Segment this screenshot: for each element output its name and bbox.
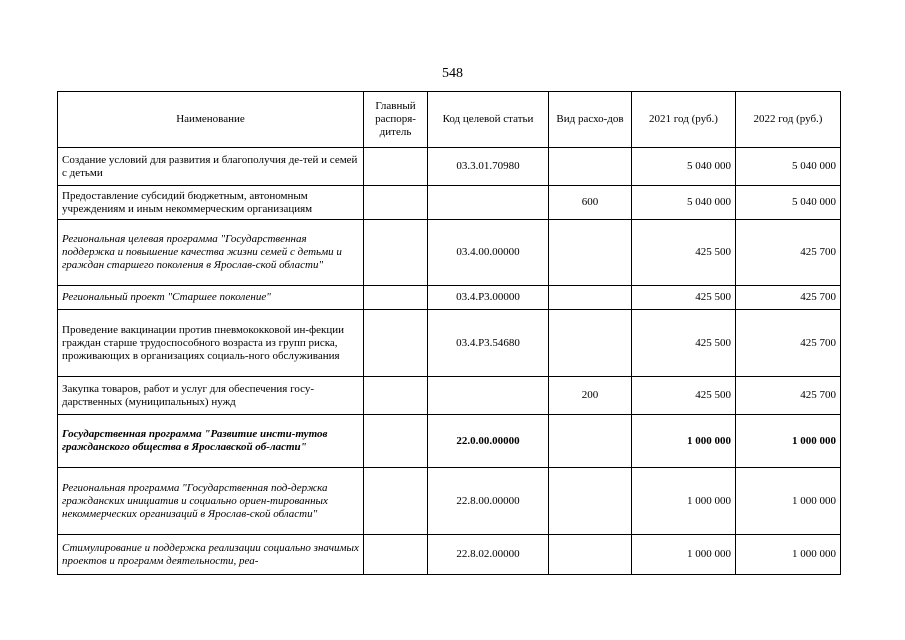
cell-disp bbox=[364, 286, 428, 310]
cell-code: 03.3.01.70980 bbox=[428, 148, 549, 186]
header-name: Наименование bbox=[58, 92, 364, 148]
cell-y2022: 1 000 000 bbox=[736, 535, 841, 575]
cell-name: Региональная программа "Государственная под-держка гражданских инициатив и социально ориен-тированных некоммерческих организаций в Ярослав-ской области" bbox=[58, 468, 364, 535]
cell-vid: 200 bbox=[549, 377, 632, 415]
cell-vid bbox=[549, 415, 632, 468]
cell-code bbox=[428, 186, 549, 220]
cell-code: 22.8.02.00000 bbox=[428, 535, 549, 575]
cell-name: Региональная целевая программа "Государственная поддержка и повышение качества жизни семей с детьми и граждан старшего поколения в Ярослав-ской области" bbox=[58, 220, 364, 286]
cell-disp bbox=[364, 468, 428, 535]
cell-y2021: 425 500 bbox=[632, 310, 736, 377]
cell-vid bbox=[549, 286, 632, 310]
cell-y2021: 1 000 000 bbox=[632, 535, 736, 575]
cell-name: Предоставление субсидий бюджетным, автономным учреждениям и иным некоммерческим организациям bbox=[58, 186, 364, 220]
cell-name: Государственная программа "Развитие инсти-тутов гражданского общества в Ярославской об-ласти" bbox=[58, 415, 364, 468]
cell-disp bbox=[364, 186, 428, 220]
cell-y2021: 1 000 000 bbox=[632, 468, 736, 535]
cell-code: 22.8.00.00000 bbox=[428, 468, 549, 535]
cell-y2022: 5 040 000 bbox=[736, 186, 841, 220]
table-body bbox=[58, 148, 841, 575]
table-row bbox=[58, 377, 841, 415]
cell-name: Проведение вакцинации против пневмококковой ин-фекции граждан старше трудоспособного возраста из групп риска, проживающих в организациях социаль-ного обслуживания bbox=[58, 310, 364, 377]
cell-name: Региональный проект "Старшее поколение" bbox=[58, 286, 364, 310]
cell-vid bbox=[549, 310, 632, 377]
header-vid: Вид расхо-дов bbox=[549, 92, 632, 148]
table-row bbox=[58, 220, 841, 286]
cell-disp bbox=[364, 415, 428, 468]
table-row bbox=[58, 286, 841, 310]
cell-y2022: 5 040 000 bbox=[736, 148, 841, 186]
table-row bbox=[58, 186, 841, 220]
table-row bbox=[58, 310, 841, 377]
table-row bbox=[58, 535, 841, 575]
cell-disp bbox=[364, 220, 428, 286]
cell-vid bbox=[549, 535, 632, 575]
table-row bbox=[58, 468, 841, 535]
cell-code: 03.4.P3.00000 bbox=[428, 286, 549, 310]
cell-y2021: 425 500 bbox=[632, 286, 736, 310]
cell-disp bbox=[364, 148, 428, 186]
cell-disp bbox=[364, 377, 428, 415]
cell-code: 03.4.00.00000 bbox=[428, 220, 549, 286]
page-number: 548 bbox=[442, 66, 463, 81]
cell-code bbox=[428, 377, 549, 415]
cell-y2021: 1 000 000 bbox=[632, 415, 736, 468]
cell-disp bbox=[364, 535, 428, 575]
table-row bbox=[58, 148, 841, 186]
cell-code: 22.0.00.00000 bbox=[428, 415, 549, 468]
cell-vid bbox=[549, 220, 632, 286]
cell-y2022: 425 700 bbox=[736, 220, 841, 286]
cell-vid: 600 bbox=[549, 186, 632, 220]
header-code: Код целевой статьи bbox=[428, 92, 549, 148]
cell-y2021: 5 040 000 bbox=[632, 186, 736, 220]
cell-y2021: 425 500 bbox=[632, 377, 736, 415]
cell-y2022: 1 000 000 bbox=[736, 468, 841, 535]
header-2022: 2022 год (руб.) bbox=[736, 92, 841, 148]
cell-y2021: 425 500 bbox=[632, 220, 736, 286]
cell-y2022: 425 700 bbox=[736, 310, 841, 377]
cell-vid bbox=[549, 468, 632, 535]
cell-name: Создание условий для развития и благополучия де-тей и семей с детьми bbox=[58, 148, 364, 186]
cell-code: 03.4.P3.54680 bbox=[428, 310, 549, 377]
cell-disp bbox=[364, 310, 428, 377]
header-row bbox=[58, 92, 841, 148]
cell-y2022: 425 700 bbox=[736, 377, 841, 415]
header-disp: Главный распоря-дитель bbox=[364, 92, 428, 148]
cell-y2022: 1 000 000 bbox=[736, 415, 841, 468]
cell-name: Закупка товаров, работ и услуг для обеспечения госу-дарственных (муниципальных) нужд bbox=[58, 377, 364, 415]
cell-y2022: 425 700 bbox=[736, 286, 841, 310]
cell-vid bbox=[549, 148, 632, 186]
header-2021: 2021 год (руб.) bbox=[632, 92, 736, 148]
table-row bbox=[58, 415, 841, 468]
cell-name: Стимулирование и поддержка реализации социально значимых проектов и программ деятельности, реа- bbox=[58, 535, 364, 575]
budget-table bbox=[57, 91, 841, 575]
cell-y2021: 5 040 000 bbox=[632, 148, 736, 186]
